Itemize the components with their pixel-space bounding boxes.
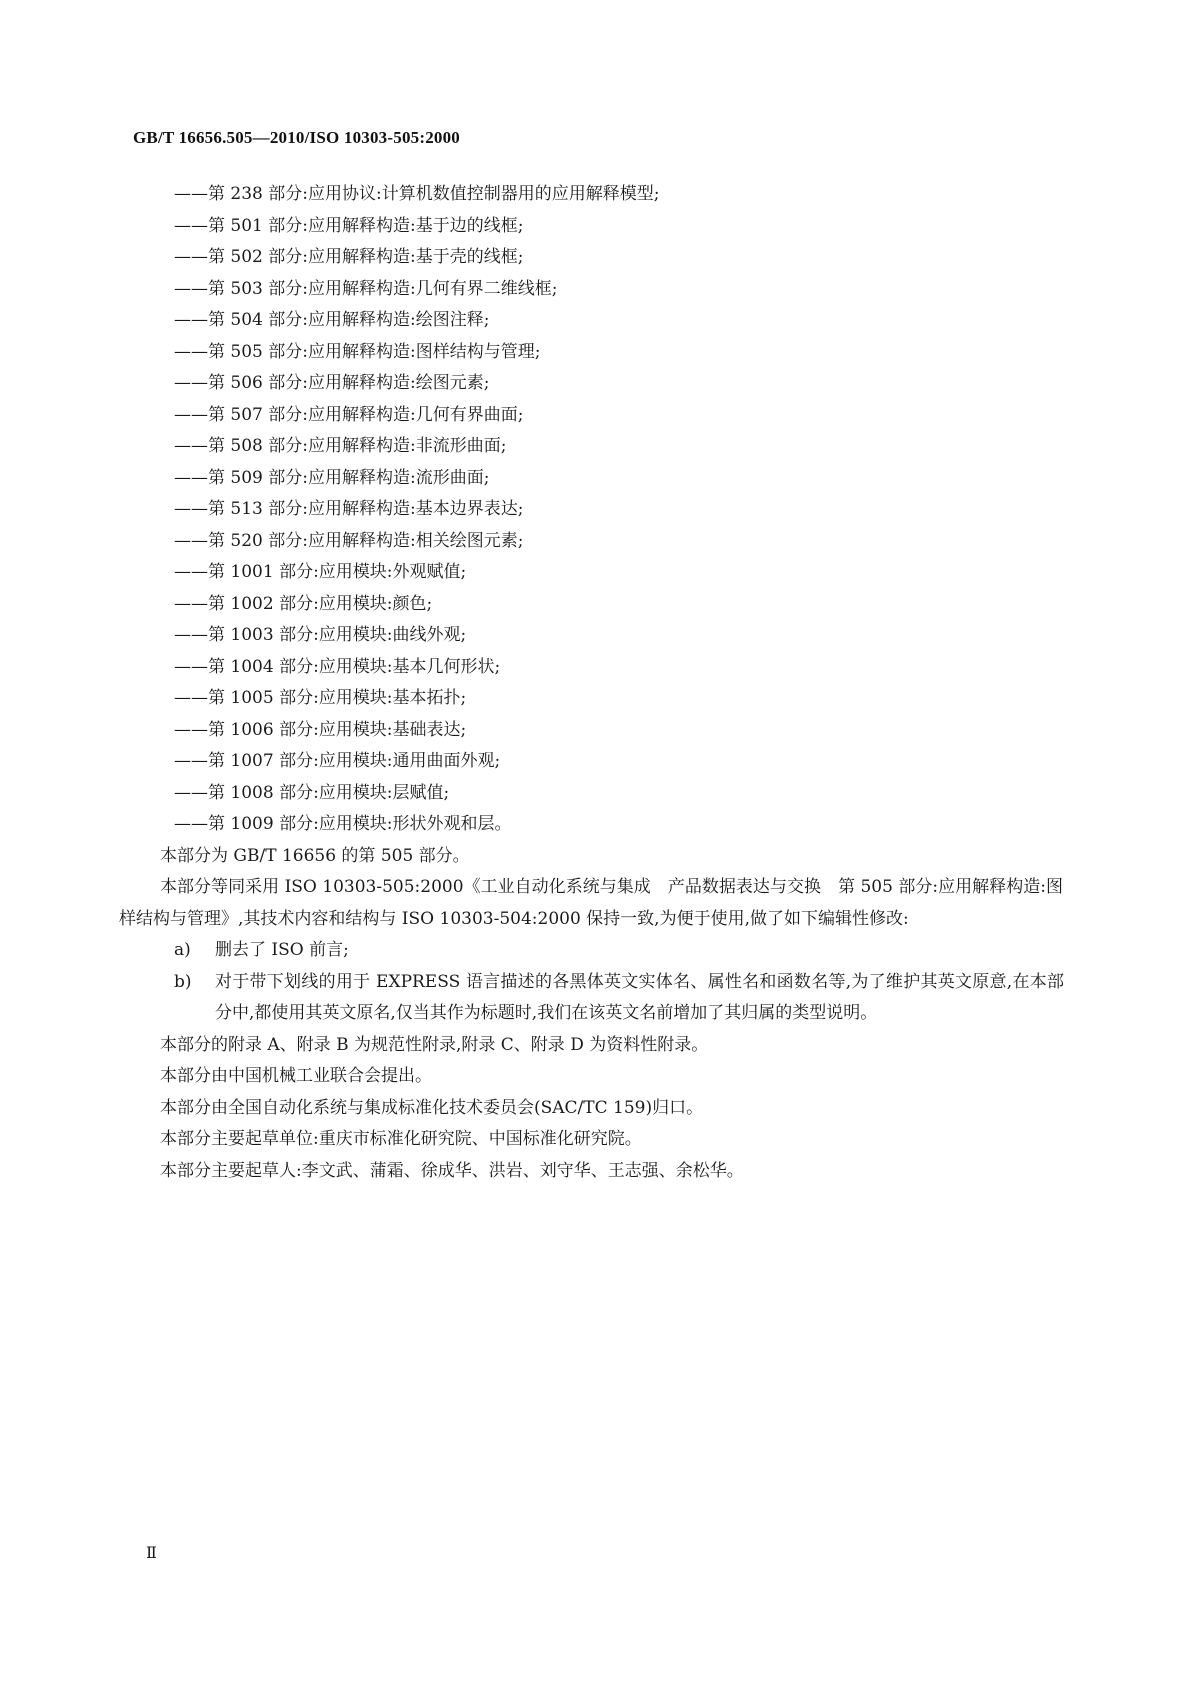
list-item: ——第 1007 部分:应用模块:通用曲面外观; (174, 751, 501, 771)
list-item: ——第 507 部分:应用解释构造:几何有界曲面; (174, 404, 524, 425)
list-item: ——第 1003 部分:应用模块:曲线外观; (174, 625, 467, 645)
paragraph-part-number: 本部分为 GB/T 16656 的第 505 部分。 (160, 845, 470, 866)
list-item: ——第 1008 部分:应用模块:层赋值; (174, 782, 450, 803)
item-text: 对于带下划线的用于 EXPRESS 语言描述的各黑体英文实体名、属性名和函数名等,为了维护其英文原意,在本部分中,都使用其英文原名,仅当其作为标题时,我们在该英文名前增加了其归属的类型说明。 (215, 971, 1064, 1023)
document-body (119, 179, 1064, 1187)
paragraph-annexes: 本部分的附录 A、附录 B 为规范性附录,附录 C、附录 D 为资料性附录。 (160, 1034, 709, 1055)
list-item: ——第 520 部分:应用解释构造:相关绘图元素; (174, 530, 524, 551)
paragraph-drafting-units: 本部分主要起草单位:重庆市标准化研究院、中国标准化研究院。 (160, 1129, 642, 1149)
modification-item-a (174, 935, 1064, 967)
list-item: ——第 1009 部分:应用模块:形状外观和层。 (174, 814, 512, 834)
list-item: ——第 503 部分:应用解释构造:几何有界二维线框; (174, 278, 558, 299)
list-item: ——第 509 部分:应用解释构造:流形曲面; (174, 467, 490, 488)
list-item: ——第 502 部分:应用解释构造:基于壳的线框; (174, 247, 524, 267)
paragraph-proposer: 本部分由中国机械工业联合会提出。 (160, 1066, 432, 1086)
page-number: Ⅱ (146, 1545, 157, 1562)
item-label: a) (174, 940, 191, 960)
paragraph-adoption: 本部分等同采用 ISO 10303-505:2000《工业自动化系统与集成 产品数据表达与交换 第 505 部分:应用解释构造:图样结构与管理》,其技术内容和结构与 ISO 10303-504:2000 保持一致,为便于使用,做了如下编辑性修改: (119, 877, 1063, 929)
standard-id: GB/T 16656.505—2010/ISO 10303-505:2000 (133, 128, 461, 147)
list-item: ——第 1004 部分:应用模块:基本几何形状; (174, 656, 501, 677)
item-text: 删去了 ISO 前言; (215, 940, 349, 960)
parts-list (174, 179, 1064, 841)
list-item: ——第 1006 部分:应用模块:基础表达; (174, 719, 467, 740)
list-item: ——第 506 部分:应用解释构造:绘图元素; (174, 373, 490, 393)
list-item: ——第 501 部分:应用解释构造:基于边的线框; (174, 215, 524, 236)
modification-item-b (174, 967, 1064, 1030)
list-item: ——第 238 部分:应用协议:计算机数值控制器用的应用解释模型; (174, 184, 660, 204)
list-item: ——第 505 部分:应用解释构造:图样结构与管理; (174, 341, 541, 362)
item-label: b) (174, 971, 192, 992)
list-item: ——第 508 部分:应用解释构造:非流形曲面; (174, 436, 507, 456)
list-item: ——第 1005 部分:应用模块:基本拓扑; (174, 688, 467, 708)
list-item: ——第 504 部分:应用解释构造:绘图注释; (174, 310, 490, 330)
list-item: ——第 513 部分:应用解释构造:基本边界表达; (174, 499, 524, 519)
standard-header (133, 128, 460, 148)
paragraph-committee: 本部分由全国自动化系统与集成标准化技术委员会(SAC/TC 159)归口。 (160, 1097, 704, 1118)
list-item: ——第 1002 部分:应用模块:颜色; (174, 593, 433, 614)
list-item: ——第 1001 部分:应用模块:外观赋值; (174, 562, 467, 582)
paragraph-drafters: 本部分主要起草人:李文武、蒲霜、徐成华、洪岩、刘守华、王志强、余松华。 (160, 1160, 744, 1181)
